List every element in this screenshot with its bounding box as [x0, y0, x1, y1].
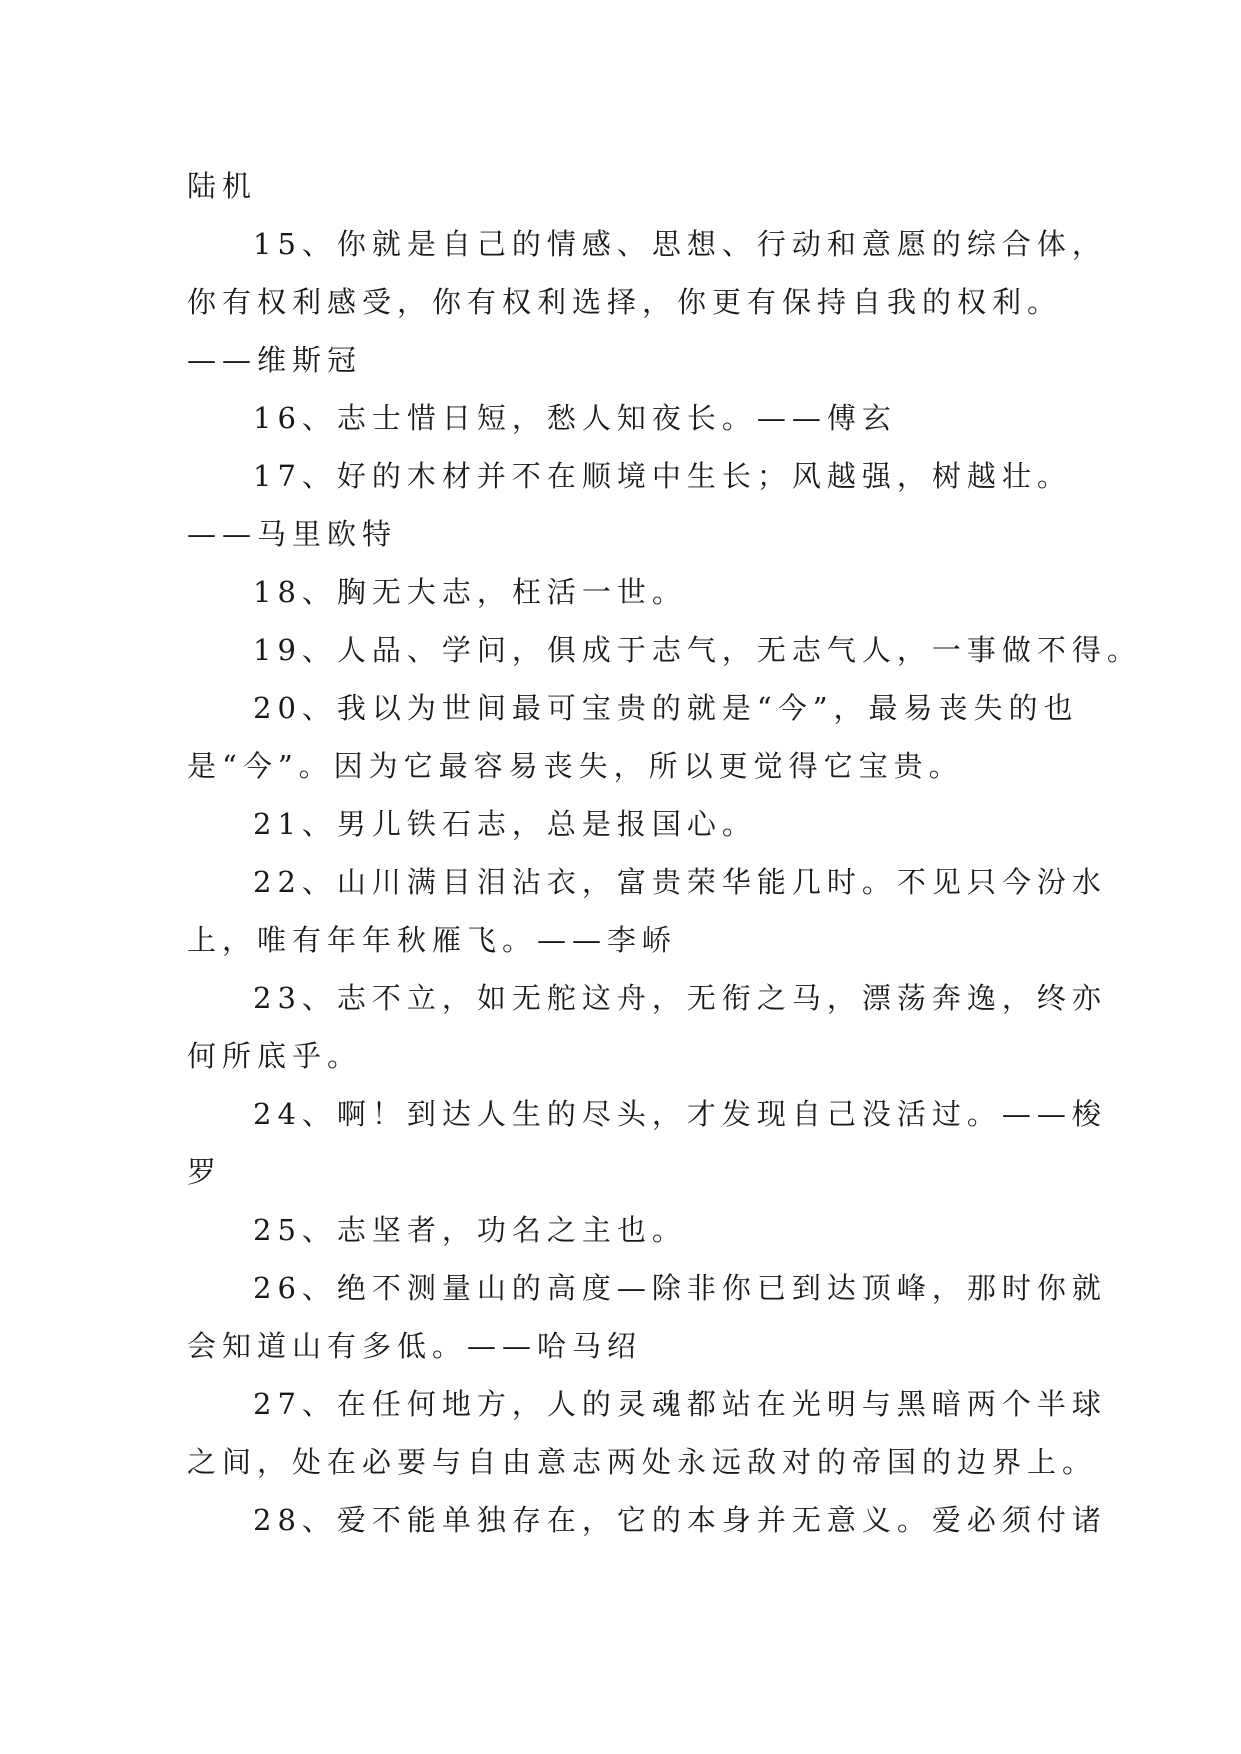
- text-line: 26、绝不测量山的高度—除非你已到达顶峰，那时你就: [253, 1271, 1107, 1305]
- document-body: [187, 157, 1142, 1549]
- text-line: ——马里欧特: [187, 517, 398, 551]
- text-line: 之间，处在必要与自由意志两处永远敌对的帝国的边界上。: [187, 1445, 1098, 1479]
- text-line: 25、志坚者，功名之主也。: [253, 1213, 687, 1247]
- text-line: 会知道山有多低。——哈马绍: [187, 1329, 643, 1363]
- text-line: ——维斯冠: [187, 343, 363, 377]
- text-line: 15、你就是自己的情感、思想、行动和意愿的综合体，: [253, 227, 1107, 261]
- text-line: 23、志不立，如无舵这舟，无衔之马，漂荡奔逸，终亦: [253, 981, 1107, 1015]
- text-line: 19、人品、学问，俱成于志气，无志气人，一事做不得。: [253, 633, 1142, 667]
- text-line: 24、啊！到达人生的尽头，才发现自己没活过。——梭: [253, 1097, 1107, 1131]
- text-line: 18、胸无大志，枉活一世。: [253, 575, 687, 609]
- text-line: 陆机: [187, 169, 258, 203]
- text-line: 22、山川满目泪沾衣，富贵荣华能几时。不见只今汾水: [253, 865, 1107, 899]
- text-line: 16、志士惜日短，愁人知夜长。——傅玄: [253, 401, 897, 435]
- text-line: 17、好的木材并不在顺境中生长；风越强，树越壮。: [253, 459, 1072, 493]
- text-line: 何所底乎。: [187, 1039, 363, 1073]
- text-line: 罗: [187, 1155, 223, 1189]
- text-line: 上，唯有年年秋雁飞。——李峤: [187, 923, 678, 957]
- text-line: 21、男儿铁石志，总是报国心。: [253, 807, 757, 841]
- text-line: 你有权利感受，你有权利选择，你更有保持自我的权利。: [187, 285, 1063, 319]
- text-line: 28、爱不能单独存在，它的本身并无意义。爱必须付诸: [253, 1503, 1107, 1537]
- text-line: 27、在任何地方，人的灵魂都站在光明与黑暗两个半球: [253, 1387, 1107, 1421]
- text-line: 是“今”。因为它最容易丧失，所以更觉得它宝贵。: [187, 749, 964, 783]
- text-line: 20、我以为世间最可宝贵的就是“今”，最易丧失的也: [253, 691, 1079, 725]
